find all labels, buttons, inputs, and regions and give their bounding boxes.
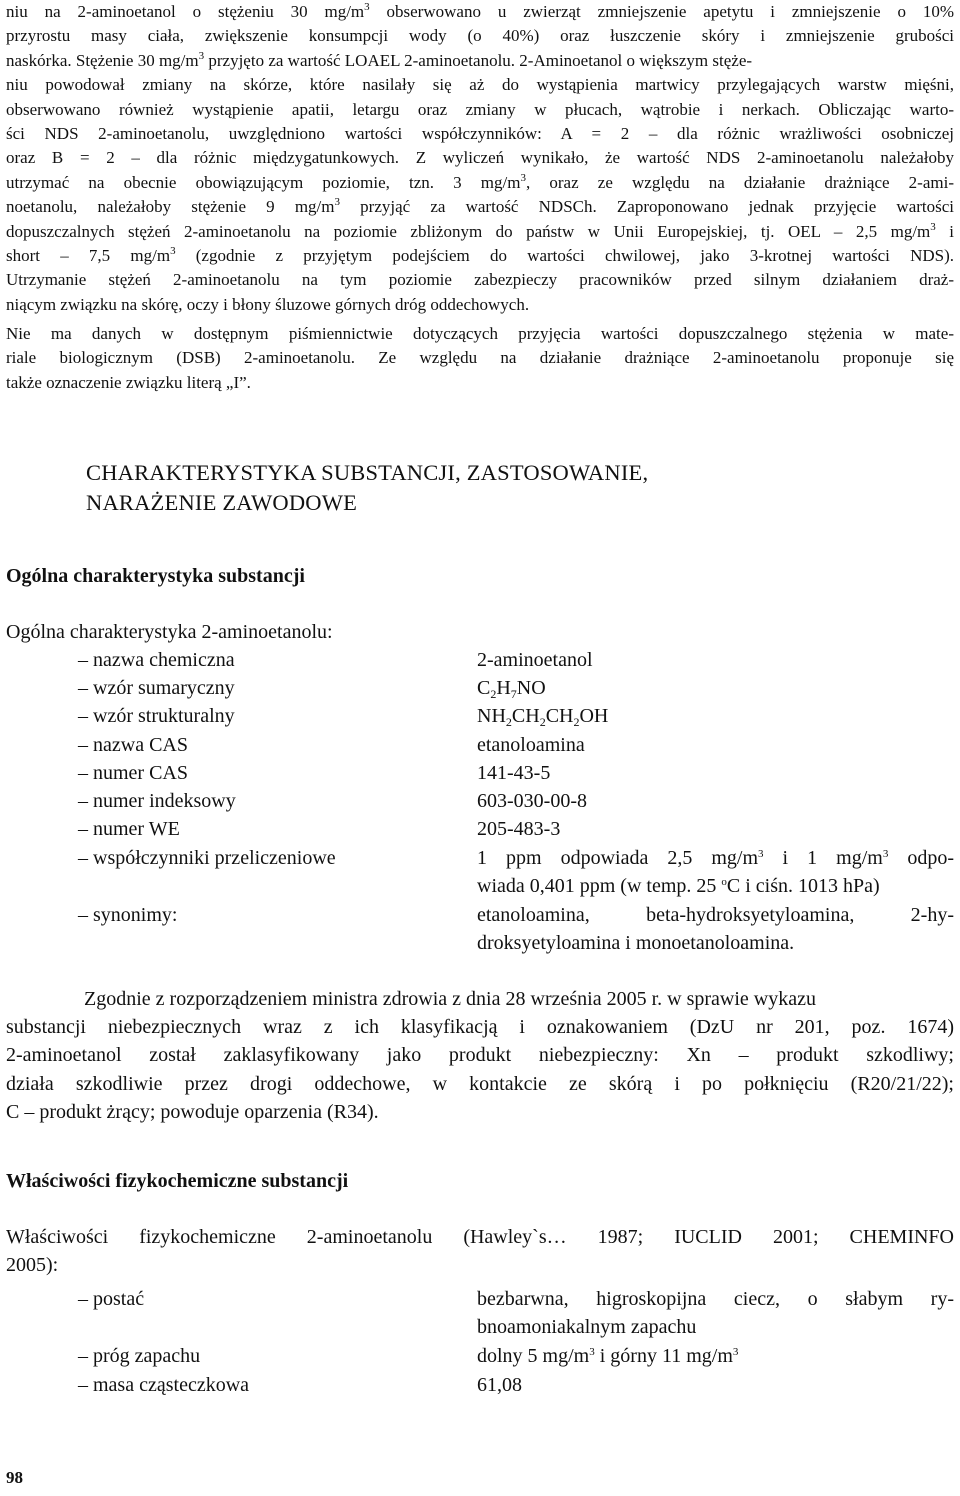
text-line: Nie ma danych w dostępnym piśmiennictwie dotyczących przyjęcia wartości dopuszczalnego stężenia w mate- xyxy=(6,324,954,343)
section-lead: Ogólna charakterystyka 2-aminoetanolu: xyxy=(6,621,333,643)
text-line: short – 7,5 $mg/m^3$ (zgodnie z przyjętym podejściem do wartości chwilowej, jako 3-krotnej wartości NDS). xyxy=(6,245,954,266)
dsb-paragraph xyxy=(6,322,954,395)
text-line: utrzymać na obecnie obowiązującym poziomie, tzn. 3 $mg/m^3$, oraz ze względu na działanie drażniące 2-ami- xyxy=(6,171,954,192)
section-heading: Właściwości fizykochemiczne substancji xyxy=(6,1170,349,1192)
intro-paragraph xyxy=(6,0,954,317)
section-lead xyxy=(6,1223,954,1279)
text-line: ści NDS 2-aminoetanolu, uwzględniono wartości współczynników: A = 2 – dla różnic wrażliwości osobniczej xyxy=(6,124,954,144)
property-label: – numer WE xyxy=(78,818,180,840)
property-label: – numer indeksowy xyxy=(78,790,236,812)
property-value: 141-43-5 xyxy=(477,762,551,784)
classification-paragraph xyxy=(6,985,954,1126)
chapter-title xyxy=(86,458,648,518)
property-label: – nazwa chemiczna xyxy=(78,649,235,671)
property-value: 1 ppm odpowiada 2,5 $mg/m^3$ i 1 $mg/m^3$ odpo- wiada 0,401 ppm (w temp. 25 $^o$C i ciśn. 1013 hPa) xyxy=(477,847,955,898)
text-line: Utrzymanie stężeń 2-aminoetanolu na tym poziomie zabezpieczy pracowników przed silnym działaniem draż- xyxy=(6,270,954,290)
property-value: bezbarwna, higroskopijna ciecz, o słabym ry- bnoamoniakalnym zapachu xyxy=(477,1288,954,1339)
property-value: etanoloamina, beta-hydroksyetyloamina, 2-hy- droksyetyloamina i monoetanoloamina. xyxy=(477,904,954,955)
chapter-title-line: NARAŻENIE ZAWODOWE xyxy=(86,490,358,515)
text-line: 2-aminoetanol został zaklasyfikowany jako produkt niebezpieczny: Xn – produkt szkodliwy; xyxy=(6,1044,954,1067)
text-line: naskórka. Stężenie 30 $mg/m^3$ przyjęto za wartość LOAEL 2-aminoetanolu. 2-Aminoetanol o większym stęże- xyxy=(6,49,753,70)
text-line: obserwowano również wystąpienie apatii, letargu oraz zmiany w płucach, wątrobie i nerkach. Obliczając warto- xyxy=(6,99,954,119)
property-value: 2-aminoetanol xyxy=(477,649,593,671)
property-value: 205-483-3 xyxy=(477,818,561,840)
text-line: dopuszczalnych stężeń 2-aminoetanolu na poziomie zbliżonym do państw w Unii Europejskiej, tj. OEL – 2,5 $mg/m^3$ i xyxy=(6,220,954,241)
text-line: C – produkt żrący; powoduje oparzenia (R34). xyxy=(6,1100,379,1123)
property-label: – masa cząsteczkowa xyxy=(78,1374,250,1396)
text-line: Zgodnie z rozporządzeniem ministra zdrowia z dnia 28 września 2005 r. w sprawie wykazu xyxy=(84,988,816,1010)
property-value: 603-030-00-8 xyxy=(477,790,587,812)
property-label: – wzór strukturalny xyxy=(78,705,235,727)
property-label: – numer CAS xyxy=(78,762,188,784)
property-label: – współczynniki przeliczeniowe xyxy=(78,847,336,869)
property-label: – postać xyxy=(78,1288,145,1310)
text-line: niącym związku na skórę, oczy i błony śluzowe górnych dróg oddechowych. xyxy=(6,294,530,314)
text-line: Właściwości fizykochemiczne 2-aminoetanolu (Hawley`s… 1987; IUCLID 2001; CHEMINFO xyxy=(6,1226,954,1248)
text-line: także oznaczenie związku literą „I”. xyxy=(6,372,251,392)
section-heading: Ogólna charakterystyka substancji xyxy=(6,565,305,587)
chapter-title-line: CHARAKTERYSTYKA SUBSTANCJI, ZASTOSOWANIE, xyxy=(86,460,649,485)
text-line: przyrostu masy ciała, zwiększenie konsumpcji wody (o 40%) oraz łuszczenie skóry i zmniejszenie grubości xyxy=(6,26,954,46)
text-line: substancji niebezpiecznych wraz z ich klasyfikacją i oznakowaniem (DzU nr 201, poz. 1674) xyxy=(6,1016,954,1039)
property-value: dolny 5 $mg/m^3$ i górny 11 $mg/m^3$ xyxy=(477,1345,739,1367)
text-line: oraz B = 2 – dla różnic międzygatunkowych. Z wyliczeń wynikało, że wartość NDS 2-aminoetanolu należałoby xyxy=(6,148,954,168)
text-line: noetanolu, należałoby stężenie 9 $mg/m^3$ przyjąć za wartość NDSCh. Zaproponowano jednak przyjęcie wartości xyxy=(6,196,955,217)
text-line: riale biologicznym (DSB) 2-aminoetanolu. Ze względu na działanie drażniące 2-aminoetanolu proponuje się xyxy=(6,348,954,368)
property-label: – synonimy: xyxy=(78,904,178,926)
property-value: 61,08 xyxy=(477,1374,522,1396)
property-label: – próg zapachu xyxy=(78,1345,201,1367)
text-line: niu na 2-aminoetanol o stężeniu 30 $mg/m^3$ obserwowano u zwierząt zmniejszenie apetytu i zmniejszenie o 10% xyxy=(6,1,954,21)
property-label: – nazwa CAS xyxy=(78,734,188,756)
property-value: etanoloamina xyxy=(477,734,585,756)
property-label: – wzór sumaryczny xyxy=(78,677,235,699)
property-value: $C_2H_7NO$ xyxy=(477,677,546,701)
property-value: $NH_2CH_2CH_2OH$ xyxy=(477,705,609,729)
page-number: 98 xyxy=(6,1468,23,1487)
text-line: niu powodował zmiany na skórze, które nasilały się aż do wystąpienia martwicy przylegających warstw mięśni, xyxy=(6,75,954,95)
text-line: działa szkodliwie przez drogi oddechowe, w kontakcie ze skórą i po połknięciu (R20/21/22); xyxy=(6,1072,954,1095)
text-line: 2005): xyxy=(6,1254,59,1277)
